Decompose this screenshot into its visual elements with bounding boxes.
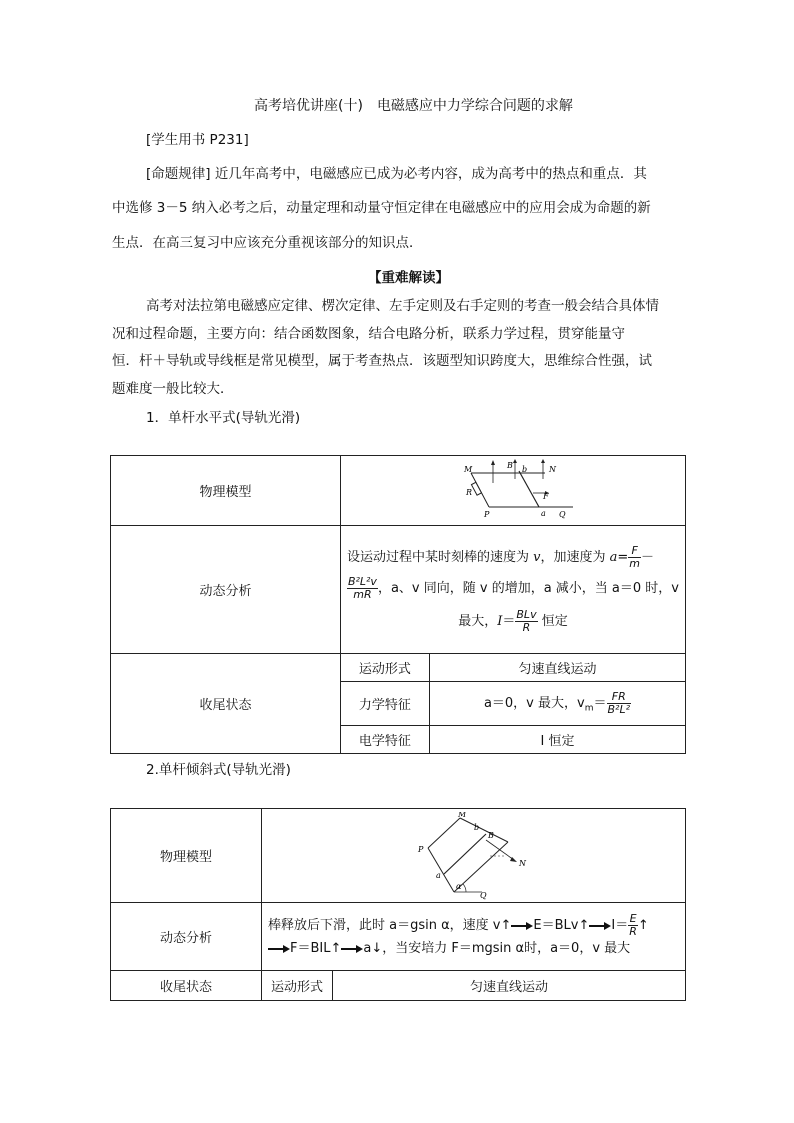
frac-R: R bbox=[629, 925, 637, 938]
analysis-line-4: 题难度一般比较大． bbox=[112, 381, 234, 397]
frac2-num: B²L²v bbox=[347, 575, 377, 588]
case1-force-value bbox=[429, 682, 685, 726]
label-P2: P bbox=[417, 844, 423, 854]
right-arrow-icon bbox=[341, 945, 363, 953]
frac3-den: R bbox=[522, 621, 531, 634]
dyn2-text-4: F＝BIL↑ bbox=[290, 941, 342, 956]
case1-dynamic-content: 设运动过程中某时刻棒的速度为 v，加速度为 a= $\frac{F}{m}$ － $\frac{\text{B²L²v}}{mR}$ ，a、v 同向，随 v 的增加，a 减小，当 a＝0 时，v 最大，I＝ $\frac{\text{BLv}}{R}$ 恒定 bbox=[340, 526, 685, 654]
case2-dynamic-content bbox=[262, 903, 686, 971]
case2-heading: 2.单杆倾斜式(导轨光滑) bbox=[146, 762, 291, 778]
case2-motion-value: 匀速直线运动 bbox=[333, 971, 686, 1001]
dyn2-text-2: E＝BLv↑ bbox=[533, 918, 590, 933]
case1-final-label: 收尾状态 bbox=[111, 654, 341, 754]
case2-table bbox=[110, 808, 686, 1001]
case2-model-diagram bbox=[262, 809, 686, 903]
inclined-rail-diagram bbox=[414, 812, 534, 900]
case2-model-label: 物理模型 bbox=[111, 809, 262, 903]
frac-den-m: m bbox=[629, 557, 640, 570]
frac-BLv-over-R bbox=[515, 609, 537, 634]
analysis-line-3: 恒．杆＋导轨或导线框是常见模型，属于考查热点．该题型知识跨度大，思维综合性强，试 bbox=[112, 353, 652, 369]
force-eq: ＝ bbox=[593, 696, 607, 711]
label-a2: a bbox=[435, 870, 441, 880]
label-B2: B bbox=[487, 830, 494, 840]
case2-dynamic-label: 动态分析 bbox=[111, 903, 262, 971]
title-part-a: 高考培优讲座(十) bbox=[254, 98, 363, 114]
dyn2-text-1: 棒释放后下滑，此时 a＝gsin α，速度 v↑ bbox=[268, 918, 512, 933]
label-P: P bbox=[483, 509, 490, 519]
intro-line-3: 生点．在高三复习中应该充分重视该部分的知识点． bbox=[112, 235, 423, 251]
book-reference: [学生用书 P231] bbox=[146, 132, 249, 148]
right-arrow-icon bbox=[589, 922, 611, 930]
case1-heading: 1．单杆水平式(导轨光滑) bbox=[146, 410, 301, 426]
label-Q: Q bbox=[558, 509, 566, 519]
dyn-minus: － bbox=[640, 550, 654, 565]
dyn-text-3: ，a、v 同向，随 v 的增加，a 减小，当 a＝0 时，v bbox=[377, 581, 679, 596]
case1-dynamic-label: 动态分析 bbox=[111, 526, 341, 654]
dyn-eq: = bbox=[617, 550, 629, 565]
force-num: FR bbox=[607, 691, 632, 704]
label-b: b bbox=[521, 464, 528, 474]
analysis-line-2: 况和过程命题，主要方向：结合函数图象，结合电路分析，联系力学过程，贯穿能量守 bbox=[112, 326, 625, 342]
analysis-line-1: 高考对法拉第电磁感应定律、楞次定律、左手定则及右手定则的考查一般会结合具体情 bbox=[146, 298, 659, 314]
frac-B2L2v-over-mR bbox=[347, 576, 378, 601]
dyn-a: a bbox=[609, 550, 618, 565]
case1-elec-label: 电学特征 bbox=[340, 726, 429, 754]
case1-motion-label: 运动形式 bbox=[340, 654, 429, 682]
frac-E-over-R bbox=[628, 913, 638, 938]
dyn-text-4: 最大， bbox=[458, 614, 498, 629]
frac-num-F: F bbox=[628, 545, 641, 558]
dyn2-text-3: I＝ bbox=[611, 918, 629, 933]
case1-elec-value: I 恒定 bbox=[429, 726, 685, 754]
label-M2: M bbox=[457, 811, 466, 819]
case1-force-label: 力学特征 bbox=[340, 682, 429, 726]
right-arrow-icon bbox=[511, 922, 533, 930]
label-b2: b bbox=[473, 822, 479, 832]
case2-motion-label: 运动形式 bbox=[262, 971, 333, 1001]
case1-table bbox=[110, 455, 686, 754]
force-sub-m: m bbox=[584, 703, 594, 714]
section-heading: 【重难解读】 bbox=[368, 270, 449, 286]
dyn-v: v bbox=[533, 550, 541, 565]
page-title bbox=[254, 96, 573, 116]
frac2-den: mR bbox=[353, 588, 372, 601]
frac-E: E bbox=[629, 912, 637, 925]
intro-line-1: [命题规律] 近几年高考中，电磁感应已成为必考内容，成为高考中的热点和重点．其 bbox=[146, 166, 647, 182]
title-part-b: 电磁感应中力学综合问题的求解 bbox=[376, 98, 573, 114]
label-M: M bbox=[463, 464, 473, 474]
label-R: R bbox=[465, 487, 472, 497]
dyn-text-5: 恒定 bbox=[537, 614, 568, 629]
dyn-text-1: 设运动过程中某时刻棒的速度为 bbox=[346, 550, 534, 565]
frac-F-over-m bbox=[628, 545, 641, 570]
case1-model-diagram bbox=[340, 456, 685, 526]
force-den: B²L² bbox=[607, 703, 630, 716]
case1-model-label: 物理模型 bbox=[111, 456, 341, 526]
dyn-text-2: ，加速度为 bbox=[540, 550, 610, 565]
horizontal-rail-diagram bbox=[453, 459, 573, 523]
label-B: B bbox=[506, 460, 513, 470]
case1-motion-value: 匀速直线运动 bbox=[429, 654, 685, 682]
label-N2: N bbox=[518, 858, 526, 868]
frac-FR-over-B2L2 bbox=[607, 691, 632, 716]
dyn2-text-5: a↓，当安培力 F＝mgsin α时，a＝0，v 最大 bbox=[363, 941, 631, 956]
label-F: F bbox=[542, 491, 549, 501]
label-alpha: α bbox=[455, 881, 461, 891]
intro-line-2: 中选修 3－5 纳入必考之后，动量定理和动量守恒定律在电磁感应中的应用会成为命题的新 bbox=[112, 200, 651, 216]
label-N: N bbox=[548, 464, 556, 474]
up-arrow: ↑ bbox=[637, 918, 649, 933]
right-arrow-icon bbox=[268, 945, 290, 953]
dyn-I: I bbox=[497, 614, 503, 629]
label-Q2: Q bbox=[479, 890, 487, 900]
frac3-num: BLv bbox=[516, 608, 537, 621]
label-a: a bbox=[540, 508, 546, 518]
force-text: a＝0，v 最大，v bbox=[483, 696, 585, 711]
case2-final-label: 收尾状态 bbox=[111, 971, 262, 1001]
